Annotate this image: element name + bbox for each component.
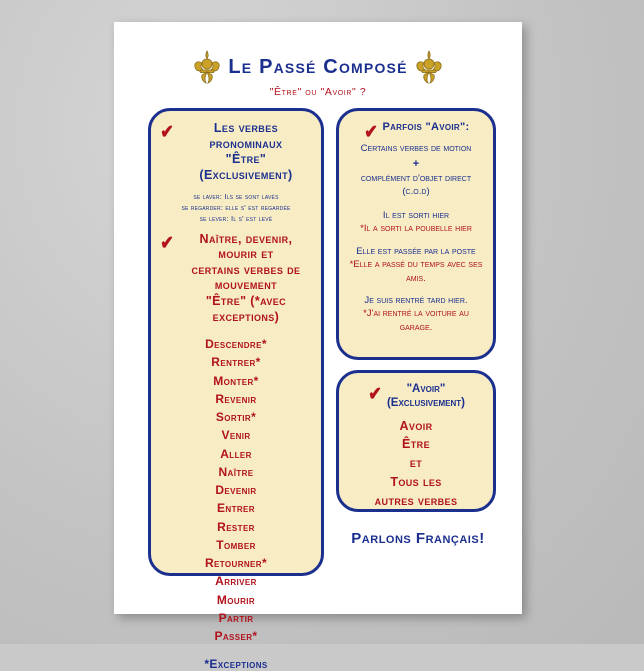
left-heading-1-line1: Les verbes: [214, 121, 278, 135]
fleur-de-lis-icon: [194, 50, 220, 84]
list-item: autres verbes: [347, 492, 485, 511]
list-item: et: [347, 454, 485, 473]
example-group: [347, 209, 485, 236]
example-etre: Je suis rentré tard hier.: [347, 294, 485, 307]
list-item: Être: [347, 435, 485, 454]
reflexive-example: se regarder: elle s' est regardée: [159, 202, 313, 213]
list-item: Naître: [159, 463, 313, 481]
left-heading-2-text: [179, 232, 313, 326]
poster: [114, 22, 522, 614]
panel-avoir-exclusively: [336, 370, 496, 512]
check-icon: ✔: [160, 123, 174, 142]
example-etre: Il est sorti hier: [347, 209, 485, 222]
list-item: Monter*: [159, 372, 313, 390]
verb-list: [159, 335, 313, 645]
left-heading-2-line1: Naître, devenir,: [200, 232, 293, 246]
list-item: Devenir: [159, 481, 313, 499]
right-top-sub-1: Certains verbes de motion: [347, 143, 485, 156]
left-heading-2-line5: "Être" (*avec exceptions): [179, 294, 313, 325]
list-item: Descendre*: [159, 335, 313, 353]
page-subtitle: "Être" ou "Avoir" ?: [114, 86, 522, 98]
check-icon: ✔: [160, 234, 174, 253]
list-item: Revenir: [159, 390, 313, 408]
fleur-de-lis-icon: [416, 50, 442, 84]
right-bottom-heading-main: "Avoir": [407, 383, 446, 395]
list-item: Tomber: [159, 536, 313, 554]
list-item: Avoir: [347, 417, 485, 436]
right-top-heading: [347, 121, 485, 140]
avoir-word-list: [347, 417, 485, 511]
right-bottom-heading-sub: (Exclusivement): [387, 397, 465, 411]
list-item: Venir: [159, 426, 313, 444]
check-icon: ✔: [364, 123, 378, 142]
list-item: Entrer: [159, 499, 313, 517]
list-item: Aller: [159, 445, 313, 463]
example-group: [347, 245, 485, 285]
right-top-sub-2: complément d'objet direct (c.o.d): [347, 173, 485, 199]
title-row: [114, 50, 522, 84]
example-avoir: *J'ai rentré la voiture au garage.: [347, 307, 485, 334]
poster-footer: Parlons Français!: [336, 530, 500, 547]
left-heading-1-line2: pronominaux: [179, 137, 313, 153]
example-avoir: *Il a sorti la poubelle hier: [347, 222, 485, 235]
list-item: Passer*: [159, 627, 313, 645]
reflexive-example: se laver: Ils se sont lavés: [159, 191, 313, 202]
reflexive-example: se lever: Il s' est levé: [159, 213, 313, 224]
right-top-examples: [347, 209, 485, 334]
list-item: Tous les: [347, 473, 485, 492]
left-heading-2-line4: mouvement: [179, 278, 313, 294]
list-item: Arriver: [159, 572, 313, 590]
left-heading-1-text: [179, 121, 313, 184]
right-top-heading-text: Parfois "Avoir":: [382, 121, 469, 133]
reflexive-examples: [159, 191, 313, 224]
left-heading-2-line2: mourir et: [179, 247, 313, 263]
list-item: Rentrer*: [159, 353, 313, 371]
left-heading-1-line3: "Être" (Exclusivement): [179, 152, 313, 183]
panel-sometimes-avoir: [336, 108, 496, 360]
check-icon: ✔: [368, 385, 382, 404]
panel-pronominal-verbs: [148, 108, 324, 576]
list-item: Rester: [159, 518, 313, 536]
list-item: Partir: [159, 609, 313, 627]
example-etre: Elle est passée par la poste: [347, 245, 485, 258]
list-item: Mourir: [159, 591, 313, 609]
list-item: Sortir*: [159, 408, 313, 426]
plus-sign: +: [347, 158, 485, 170]
right-bottom-heading-text: [387, 383, 465, 411]
list-item: Retourner*: [159, 554, 313, 572]
left-heading-2: [159, 232, 313, 326]
example-avoir: *Elle a passé du temps avec ses amis.: [347, 258, 485, 285]
page-title: Le Passé Composé: [228, 56, 407, 79]
exceptions-footnote: *Exceptions: [159, 657, 313, 671]
example-group: [347, 294, 485, 334]
left-heading-2-line3: certains verbes de: [179, 263, 313, 279]
left-heading-1: [159, 121, 313, 184]
right-bottom-heading: [347, 383, 485, 411]
